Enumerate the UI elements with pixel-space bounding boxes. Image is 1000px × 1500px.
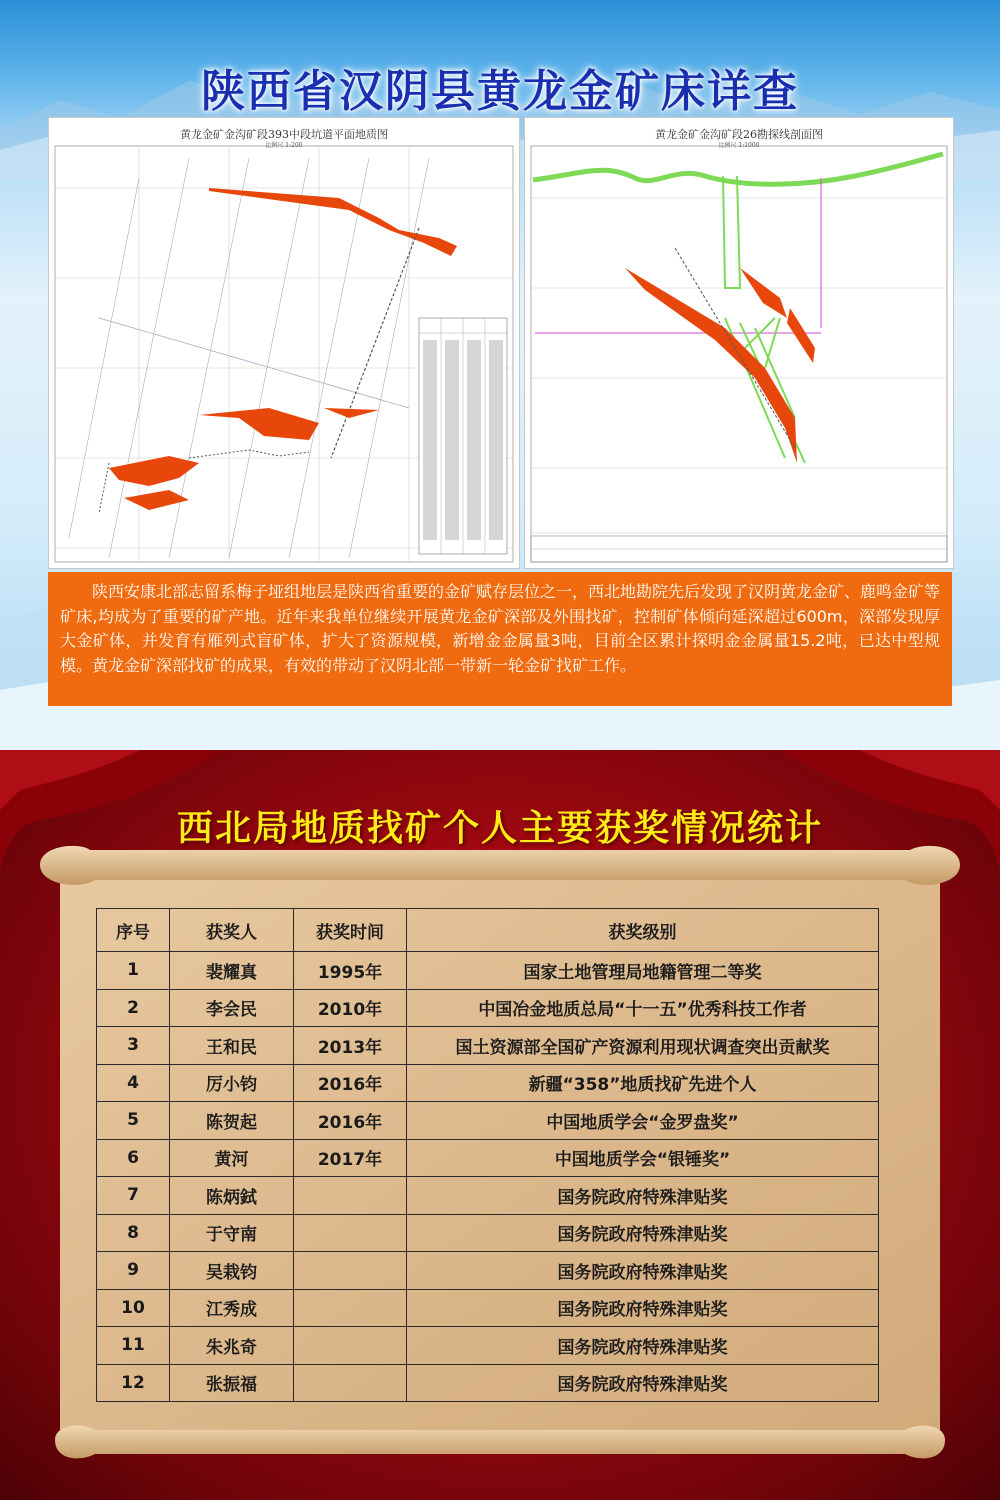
- cell-index: 12: [97, 1364, 170, 1402]
- cell-award: 新疆“358”地质找矿先进个人: [407, 1064, 879, 1102]
- table-row: [97, 1214, 879, 1252]
- cell-index: 10: [97, 1289, 170, 1327]
- scroll-bottom-roll: [55, 1426, 945, 1459]
- section-map-scale: 比例尺 1:1000: [718, 142, 760, 149]
- cell-winner: 黄河: [170, 1139, 294, 1177]
- plan-map-drawing: [49, 118, 519, 568]
- cell-award: 国务院政府特殊津贴奖: [407, 1364, 879, 1402]
- cell-award: 中国冶金地质总局“十一五”优秀科技工作者: [407, 989, 879, 1027]
- cell-year: 2016年: [294, 1064, 407, 1102]
- cell-winner: 朱兆奇: [170, 1327, 294, 1365]
- cell-winner: 裴耀真: [170, 952, 294, 990]
- cell-winner: 陈贺起: [170, 1102, 294, 1140]
- description-text: 陕西安康北部志留系梅子垭组地层是陕西省重要的金矿赋存层位之一，西北地勘院先后发现了汉阴黄龙金矿、鹿鸣金矿等矿床,均成为了重要的矿产地。近年来我单位继续开展黄龙金矿深部及外围找矿，控制矿体倾向延深超过600m，深部发现厚大金矿体，并发育有雁列式盲矿体，扩大了资源规模，新增金金属量3吨，目前全区累计探明金金属量15.2吨，已达中型规模。黄龙金矿深部找矿的成果，有效的带动了汉阴北部一带新一轮金矿找矿工作。: [60, 582, 941, 675]
- cell-index: 3: [97, 1027, 170, 1065]
- cell-winner: 吴栽钧: [170, 1252, 294, 1290]
- cell-winner: 于守南: [170, 1214, 294, 1252]
- col-header-winner: 获奖人: [170, 909, 294, 952]
- table-row: [97, 1139, 879, 1177]
- cell-index: 4: [97, 1064, 170, 1102]
- cell-winner: 厉小钧: [170, 1064, 294, 1102]
- cell-award: 国务院政府特殊津贴奖: [407, 1327, 879, 1365]
- cell-year: 2010年: [294, 989, 407, 1027]
- cell-index: 2: [97, 989, 170, 1027]
- plan-geology-map: [48, 117, 520, 569]
- col-header-award: 获奖级别: [407, 909, 879, 952]
- cell-year: [294, 1364, 407, 1402]
- cell-year: [294, 1327, 407, 1365]
- section-map-title: 黄龙金矿金沟矿段26勘探线剖面图: [655, 128, 823, 141]
- description-panel: [48, 572, 952, 706]
- scroll-top-roll: [40, 846, 960, 885]
- cell-index: 7: [97, 1177, 170, 1215]
- col-header-index: 序号: [97, 909, 170, 952]
- cell-year: [294, 1214, 407, 1252]
- col-header-year: 获奖时间: [294, 909, 407, 952]
- cell-award: 国务院政府特殊津贴奖: [407, 1177, 879, 1215]
- table-row: [97, 1177, 879, 1215]
- table-header-row: [97, 909, 879, 952]
- cell-winner: 王和民: [170, 1027, 294, 1065]
- cell-index: 11: [97, 1327, 170, 1365]
- table-row: [97, 989, 879, 1027]
- cell-winner: 江秀成: [170, 1289, 294, 1327]
- plan-map-title: 黄龙金矿金沟矿段393中段坑道平面地质图: [180, 128, 388, 141]
- table-row: [97, 1064, 879, 1102]
- ore-body-middle: [199, 408, 319, 440]
- cell-winner: 张振福: [170, 1364, 294, 1402]
- cell-index: 9: [97, 1252, 170, 1290]
- ore-body-upper: [209, 188, 457, 256]
- table-row: [97, 1102, 879, 1140]
- cell-award: 中国地质学会“银锤奖”: [407, 1139, 879, 1177]
- section-map-drawing: [525, 118, 953, 568]
- table-row: [97, 1289, 879, 1327]
- cell-year: [294, 1177, 407, 1215]
- cell-index: 5: [97, 1102, 170, 1140]
- table-row: [97, 952, 879, 990]
- cell-award: 国务院政府特殊津贴奖: [407, 1252, 879, 1290]
- cell-award: 国土资源部全国矿产资源利用现状调查突出贡献奖: [407, 1027, 879, 1065]
- cell-award: 国家土地管理局地籍管理二等奖: [407, 952, 879, 990]
- table-row: [97, 1252, 879, 1290]
- cell-winner: 李会民: [170, 989, 294, 1027]
- cross-section-map: [524, 117, 954, 569]
- cell-award: 国务院政府特殊津贴奖: [407, 1214, 879, 1252]
- plan-map-scale: 比例尺 1:200: [265, 142, 303, 149]
- awards-title: 西北局地质找矿个人主要获奖情况统计: [176, 808, 823, 849]
- table-row: [97, 1364, 879, 1402]
- cell-year: 2017年: [294, 1139, 407, 1177]
- cell-year: [294, 1252, 407, 1290]
- cell-year: [294, 1289, 407, 1327]
- cell-index: 1: [97, 952, 170, 990]
- bottom-section: [0, 750, 1000, 1500]
- cell-award: 中国地质学会“金罗盘奖”: [407, 1102, 879, 1140]
- awards-table: [96, 908, 879, 1402]
- table-row: [97, 1327, 879, 1365]
- cell-year: 1995年: [294, 952, 407, 990]
- cell-year: 2013年: [294, 1027, 407, 1065]
- cell-award: 国务院政府特殊津贴奖: [407, 1289, 879, 1327]
- cell-index: 8: [97, 1214, 170, 1252]
- page-title: 陕西省汉阴县黄龙金矿床详查: [201, 66, 799, 117]
- ore-body-lower: [109, 456, 199, 486]
- cell-year: 2016年: [294, 1102, 407, 1140]
- cell-winner: 陈炳鉽: [170, 1177, 294, 1215]
- table-row: [97, 1027, 879, 1065]
- cell-index: 6: [97, 1139, 170, 1177]
